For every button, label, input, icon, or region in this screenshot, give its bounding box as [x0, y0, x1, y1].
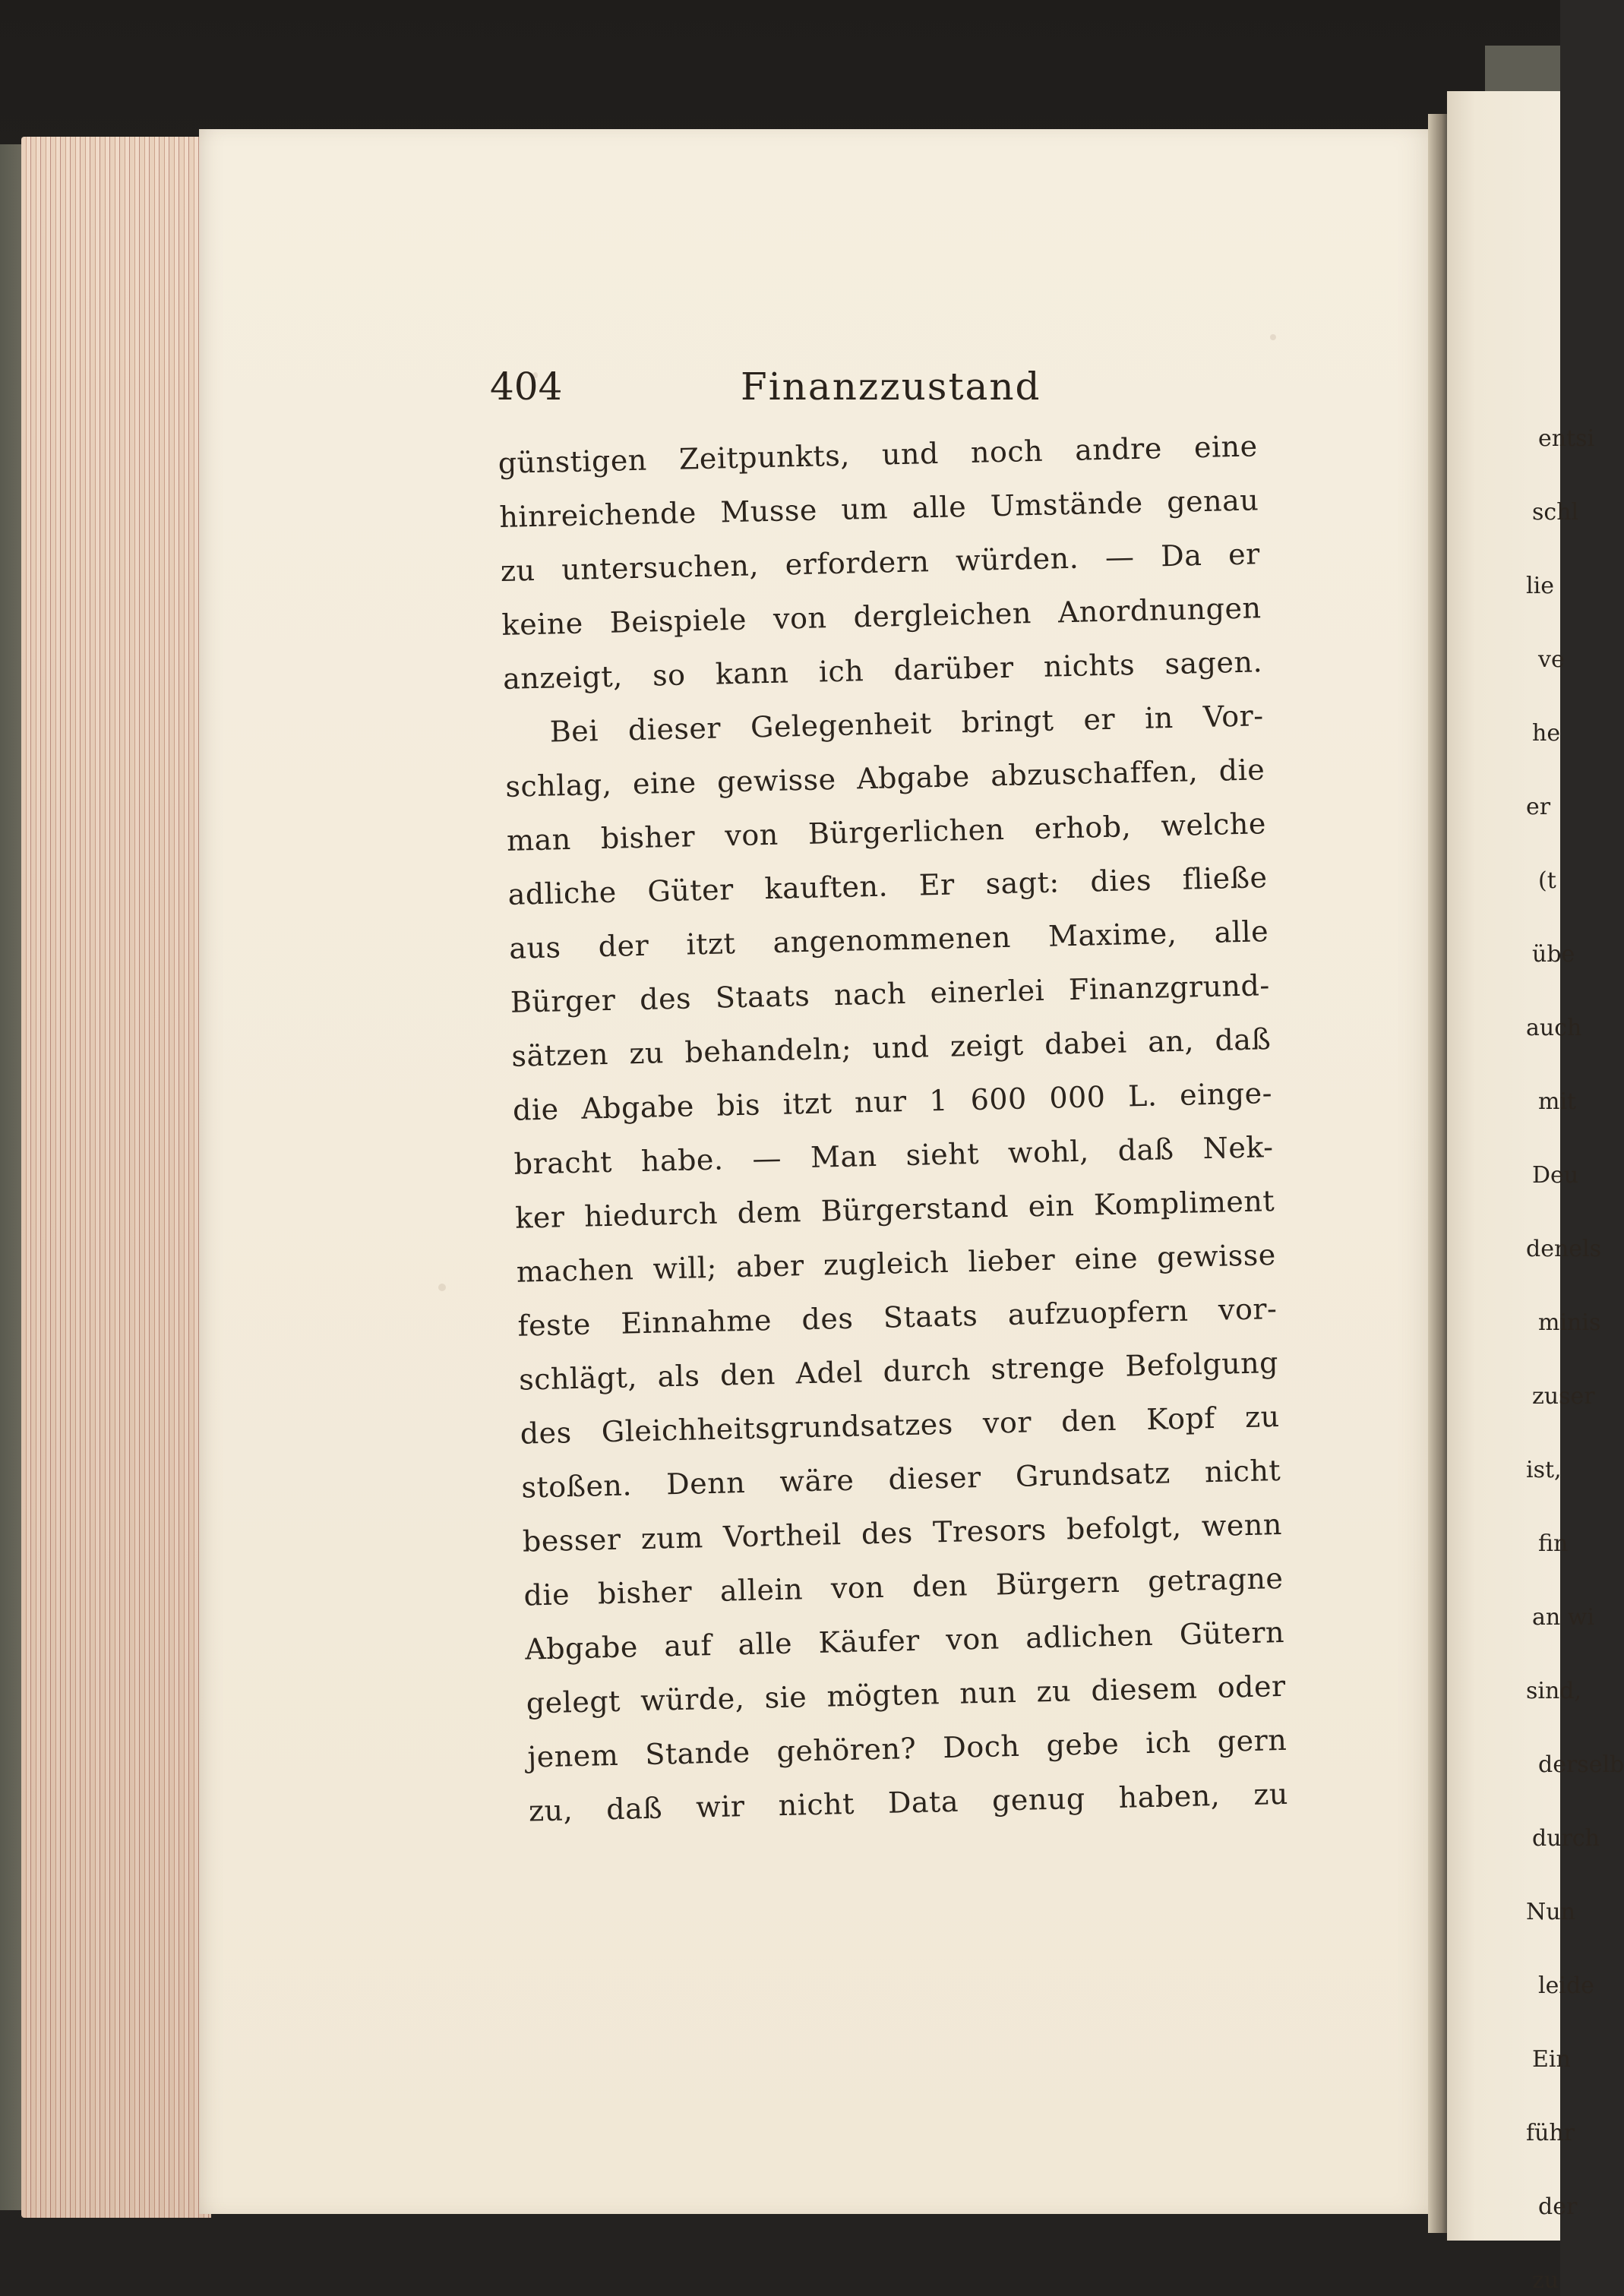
text-line: günstigen Zeitpunkts, und noch andre eine: [498, 429, 1259, 480]
facing-page-fragment: (t: [1538, 867, 1556, 894]
facing-page-fragment: derselb: [1538, 1751, 1624, 1778]
text-line: Bürger des Staats nach einerlei Finanzgrund-: [510, 968, 1271, 1019]
text-line: ker hiedurch dem Bürgerstand ein Kompliment: [514, 1184, 1275, 1235]
facing-page-fragment: ve: [1538, 646, 1565, 673]
facing-page-fragment: mit: [1538, 1088, 1577, 1115]
text-line: stoßen. Denn wäre dieser Grundsatz nicht: [520, 1453, 1281, 1505]
text-line: man bisher von Bürgerlichen erhob, welche: [506, 807, 1267, 857]
facing-page-fragment: auch: [1526, 1015, 1582, 1041]
text-line: des Gleichheitsgrundsatzes vor den Kopf zu: [520, 1399, 1281, 1451]
facing-page-fragment: Nun: [1526, 1899, 1575, 1925]
facing-page-fragment: übe: [1532, 941, 1575, 968]
text-line: schlägt, als den Adel durch strenge Befolgung: [518, 1345, 1279, 1397]
page-speck: [438, 1284, 446, 1291]
facing-page: [1447, 91, 1624, 2294]
facing-page-fragment: Deu: [1532, 1162, 1579, 1189]
facing-page-fragment: denels: [1526, 1236, 1602, 1262]
facing-page-fragment: Ein: [1532, 2046, 1571, 2073]
facing-page-fragment: lie: [1526, 573, 1554, 599]
facing-page-fragment: he: [1532, 720, 1561, 747]
facing-page-fragment: an wi: [1532, 1604, 1595, 1631]
text-line: bracht habe. — Man sieht wohl, daß Nek-: [513, 1130, 1274, 1181]
text-line: jenem Stande gehören? Doch gebe ich gern: [526, 1723, 1288, 1774]
facing-page-fragment: minis: [1538, 1309, 1601, 1336]
text-line: keine Beispiele von dergleichen Anordnungen: [501, 591, 1262, 642]
facing-page-fragment: entsi: [1538, 425, 1595, 452]
page-header: [490, 365, 1272, 418]
facing-page-fragment: durch: [1532, 1825, 1600, 1852]
text-line: sätzen zu behandeln; und zeigt dabei an, daß: [511, 1022, 1272, 1073]
text-line: zu, daß wir nicht Data genug haben, zu: [528, 1776, 1289, 1828]
text-line: Bei dieser Gelegenheit bringt er in Vor-: [549, 699, 1265, 749]
facing-page-fragment: zu: [1532, 2267, 1559, 2294]
facing-page-fragment: fin: [1538, 1530, 1569, 1557]
facing-page-fragment: der: [1538, 2193, 1578, 2220]
facing-page-fragment: er: [1526, 794, 1551, 820]
text-line: schlag, eine gewisse Abgabe abzuschaffen, die: [504, 753, 1265, 804]
page-speck: [1270, 334, 1276, 340]
text-line: aus der itzt angenommenen Maxime, alle: [508, 914, 1269, 965]
paragraph: [498, 419, 1263, 706]
text-line: die Abgabe bis itzt nur 1 600 000 L. einge-: [512, 1076, 1273, 1127]
running-title: Finanzzustand: [741, 365, 1041, 409]
text-line: gelegt würde, sie mögten nun zu diesem oder: [526, 1669, 1287, 1720]
text-line: anzeigt, so kann ich darüber nichts sagen.: [502, 645, 1263, 696]
text-line: die bisher allein von den Bürgern getragne: [523, 1561, 1284, 1612]
text-line: Abgabe auf alle Käufer von adlichen Gütern: [524, 1615, 1285, 1666]
text-line: besser zum Vortheil des Tresors befolgt, wenn: [522, 1507, 1283, 1559]
facing-page-fragment: schl: [1532, 499, 1579, 526]
body-text: [498, 419, 1289, 1838]
paragraph: [504, 689, 1289, 1838]
facing-page-fragment: zuser: [1532, 1383, 1595, 1410]
text-line: feste Einnahme des Staats aufzuopfern vor-: [517, 1292, 1278, 1343]
facing-page-fragment: ist,: [1526, 1457, 1562, 1483]
facing-page-fragment: sind,: [1526, 1678, 1582, 1704]
text-line: machen will; aber zugleich lieber eine gewisse: [516, 1238, 1277, 1289]
page-edges-stack: [21, 137, 211, 2218]
facing-page-fragment: führ: [1526, 2120, 1575, 2146]
text-line: zu untersuchen, erfordern würden. — Da er: [500, 537, 1261, 588]
text-line: adliche Güter kauften. Er sagt: dies fließe: [507, 861, 1268, 911]
page-number: 404: [490, 365, 563, 409]
text-line: hinreichende Musse um alle Umstände genau: [498, 483, 1259, 534]
facing-page-fragment: leide: [1538, 1972, 1594, 1999]
